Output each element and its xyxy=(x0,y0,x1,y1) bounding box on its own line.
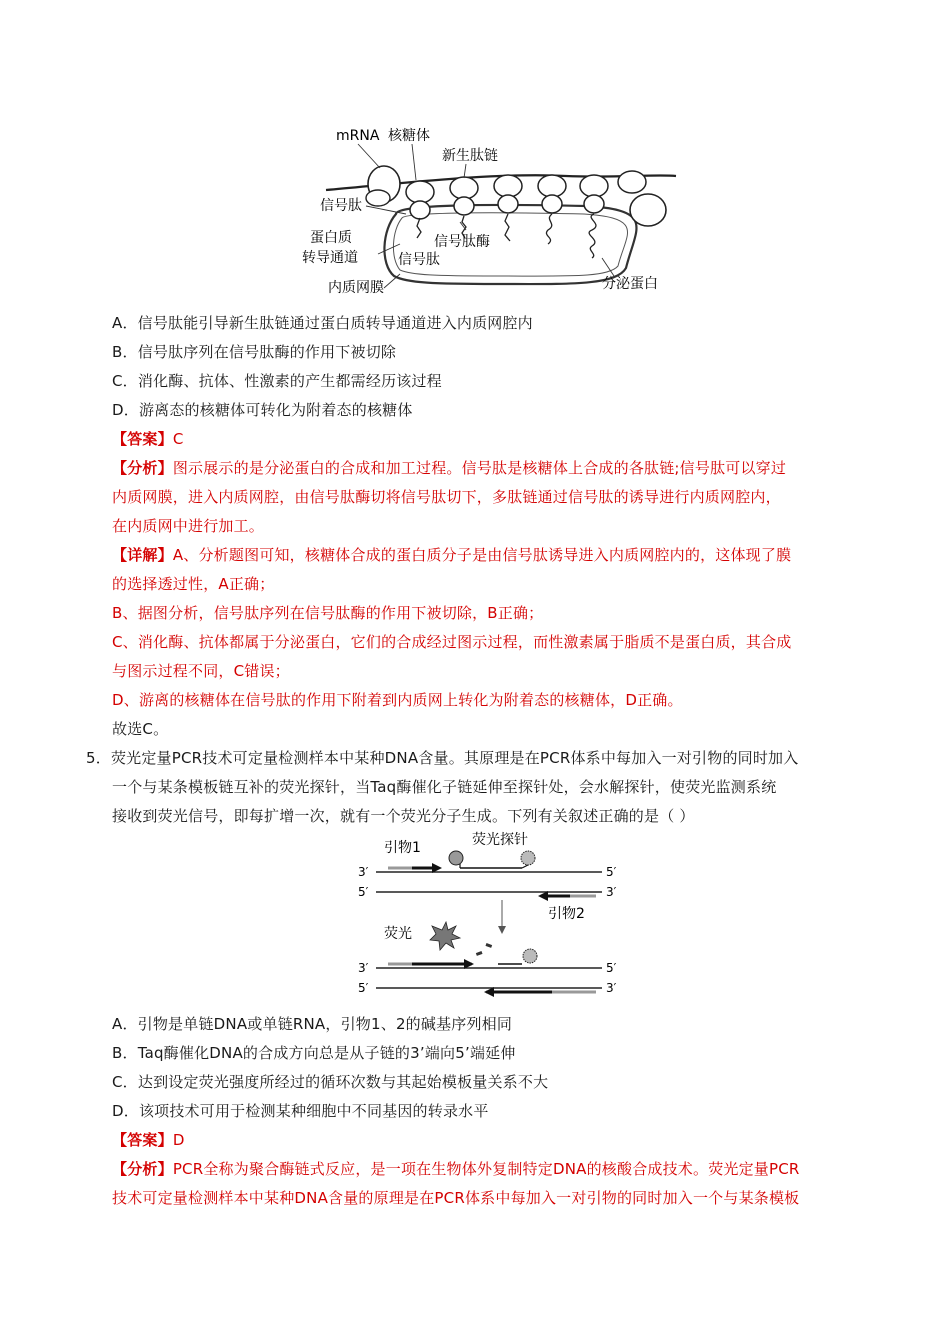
q5-answer xyxy=(112,1130,185,1150)
q4-detail-line-6: D、游离的核糖体在信号肽的作用下附着到内质网上转化为附着态的核糖体，D正确。 xyxy=(112,691,683,709)
end-label-5-bottom-right: 5′ xyxy=(606,961,617,975)
answer-label: 【答案】 xyxy=(112,1131,173,1149)
q4-detail-line-3: B、据图分析，信号肽序列在信号肽酶的作用下被切除，B正确； xyxy=(112,604,544,622)
q4-detail-line-5: 与图示过程不同，C错误； xyxy=(112,662,290,680)
q5-option-b: B．Taq酶催化DNA的合成方向总是从子链的3’端向5’端延伸 xyxy=(112,1044,516,1062)
q4-analysis-line-2: 内质网膜，进入内质网腔，由信号肽酶切将信号肽切下，多肽链通过信号肽的诱导进行内质网腔内， xyxy=(112,488,781,506)
q4-detail-line-1: 【详解】A、分析题图可知，核糖体合成的蛋白质分子是由信号肽诱导进入内质网腔内的，这体现了膜 xyxy=(112,546,792,564)
q5-stem-line-2: 一个与某条模板链互补的荧光探针，当Taq酶催化子链延伸至探针处，会水解探针，使荧光监测系统 xyxy=(112,778,777,796)
q4-conclusion: 故选C。 xyxy=(112,720,169,738)
fluorescence-label: 荧光 xyxy=(384,926,412,942)
answer-value: D xyxy=(172,1131,185,1149)
end-label-3-top-left: 3′ xyxy=(358,865,369,879)
end-label-3-bottom-left: 3′ xyxy=(358,961,369,975)
q5-option-d: D．该项技术可用于检测某种细胞中不同基因的转录水平 xyxy=(112,1102,489,1120)
signal-peptide-bottom-label: 信号肽 xyxy=(398,252,440,268)
q4-detail-line-2: 的选择透过性，A正确； xyxy=(112,575,275,593)
q4-analysis-line-1: 【分析】图示展示的是分泌蛋白的合成和加工过程。信号肽是核糖体上合成的各肽链;信号肽可以穿过 xyxy=(112,459,787,477)
end-label-3-top-right: 3′ xyxy=(606,885,617,899)
fluorescent-pcr-diagram xyxy=(352,826,628,1000)
er-membrane-label: 内质网膜 xyxy=(328,280,384,296)
probe-label: 荧光探针 xyxy=(472,832,528,848)
analysis-label: 【分析】 xyxy=(112,1160,173,1178)
signal-peptide-top-label: 信号肽 xyxy=(320,198,362,214)
end-label-3-bottom-right: 3′ xyxy=(606,981,617,995)
q5-stem-line-1: 5．荧光定量PCR技术可定量检测样本中某种DNA含量。其原理是在PCR体系中每加入一对引物的同时加入 xyxy=(86,749,799,767)
q4-analysis-line-3: 在内质网中进行加工。 xyxy=(112,517,265,535)
primer1-label: 引物1 xyxy=(384,840,421,856)
secretory-protein-label: 分泌蛋白 xyxy=(602,276,658,292)
mrna-label: mRNA xyxy=(336,128,380,144)
detail-label: 【详解】 xyxy=(112,546,173,564)
protein-channel-label-1: 蛋白质 xyxy=(310,230,352,246)
answer-value: C xyxy=(172,430,184,448)
q4-detail-line-4: C、消化酶、抗体都属于分泌蛋白，它们的合成经过图示过程，而性激素属于脂质不是蛋白质，其合成 xyxy=(112,633,792,651)
q5-option-c: C．达到设定荧光强度所经过的循环次数与其起始模板量关系不大 xyxy=(112,1073,549,1091)
ribosome-label: 核糖体 xyxy=(388,128,430,144)
q4-option-d: D．游离态的核糖体可转化为附着态的核糖体 xyxy=(112,401,413,419)
q4-option-a: A．信号肽能引导新生肽链通过蛋白质转导通道进入内质网腔内 xyxy=(112,314,533,332)
signal-peptide-diagram xyxy=(296,118,686,300)
protein-channel-label-2: 转导通道 xyxy=(302,250,358,266)
q4-answer xyxy=(112,429,184,449)
primer2-label: 引物2 xyxy=(548,906,585,922)
end-label-5-top-right: 5′ xyxy=(606,865,617,879)
end-label-5-top-left: 5′ xyxy=(358,885,369,899)
q4-option-b: B．信号肽序列在信号肽酶的作用下被切除 xyxy=(112,343,397,361)
q5-stem-line-3: 接收到荧光信号，即每扩增一次，就有一个荧光分子生成。下列有关叙述正确的是（ ） xyxy=(112,807,695,825)
q5-option-a: A．引物是单链DNA或单链RNA，引物1、2的碱基序列相同 xyxy=(112,1015,513,1033)
q5-analysis-line-1: 【分析】PCR全称为聚合酶链式反应，是一项在生物体外复制特定DNA的核酸合成技术。荧光定量PCR xyxy=(112,1160,800,1178)
answer-label: 【答案】 xyxy=(112,430,173,448)
analysis-label: 【分析】 xyxy=(112,459,173,477)
q5-analysis-line-2: 技术可定量检测样本中某种DNA含量的原理是在PCR体系中每加入一对引物的同时加入一个与某条模板 xyxy=(112,1189,800,1207)
signal-peptidase-label: 信号肽酶 xyxy=(434,234,490,250)
q4-option-c: C．消化酶、抗体、性激素的产生都需经历该过程 xyxy=(112,372,442,390)
new-peptide-label: 新生肽链 xyxy=(442,148,498,164)
end-label-5-bottom-left: 5′ xyxy=(358,981,369,995)
